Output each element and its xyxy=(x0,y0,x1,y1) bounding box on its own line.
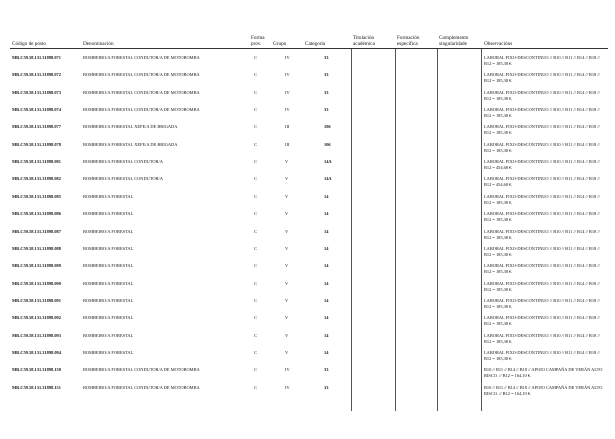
table-row xyxy=(0,142,615,159)
post-grupo: V xyxy=(285,228,289,234)
post-forma: C xyxy=(254,193,257,199)
post-categoria: 14 xyxy=(324,193,329,199)
post-code: MR.C59.58.131.31898.093 xyxy=(12,332,61,338)
post-grupo: IV xyxy=(285,55,290,60)
post-forma: C xyxy=(254,107,257,113)
post-forma: C xyxy=(254,228,257,234)
post-categoria: 14 xyxy=(324,211,329,217)
post-observacions: LABORAL FIXO-DESCONTINUO // B10 // B11 // B14 // B18 // B12 = 185,38 €. xyxy=(484,55,600,66)
post-observacions: B10 // B11 // B14 // B18 // APOIO CAMPAÑA DE VERÁN ALTO RISCO. // B12 = 164,10 €. xyxy=(484,384,603,396)
table-row xyxy=(0,281,615,298)
post-categoria: 14 xyxy=(324,349,329,355)
post-forma: C xyxy=(254,297,257,303)
post-categoria: 33 xyxy=(324,72,329,78)
post-grupo: V xyxy=(285,245,289,251)
post-categoria: 14 xyxy=(324,245,329,251)
post-grupo: IV xyxy=(285,72,290,78)
post-observacions: LABORAL FIXO-DESCONTINUO // B10 // B11 // B14 // B18 // B12 = 185,38 €. xyxy=(484,297,600,309)
post-forma: C xyxy=(254,72,257,78)
post-code: MR.C59.58.131.31898.150 xyxy=(12,367,61,373)
post-code: MR.C59.58.131.31898.094 xyxy=(12,349,61,355)
post-observacions: LABORAL FIXO-DESCONTINUO // B10 // B11 // B14 // B18 // B12 = 185,38 €. xyxy=(484,72,600,84)
post-denomination: BOMBEIRO/A FORESTAL CONDUTOR/A DE MOTOBOMBA xyxy=(83,72,200,78)
post-categoria: 14A xyxy=(324,176,332,182)
post-observacions: LABORAL FIXO-DESCONTINUO // B10 // B11 // B14 // B18 // B12 = 185,38 €. xyxy=(484,280,600,292)
post-observacions: LABORAL FIXO-DESCONTINUO // B10 // B11 // B14 // B18 // B12 = 185,38 €. xyxy=(484,332,600,344)
post-categoria: 14 xyxy=(324,228,329,234)
post-code: MR.C59.58.131.31898.089 xyxy=(12,263,61,269)
post-forma: C xyxy=(254,315,257,321)
header-observacions: Observacións xyxy=(484,41,513,47)
post-denomination: BOMBEIRO/A FORESTAL CONDUTOR/A xyxy=(83,176,163,182)
post-observacions: LABORAL FIXO-DESCONTINUO // B10 // B11 // B14 // B18 // B12 = 185,38 €. xyxy=(484,211,600,223)
post-forma: C xyxy=(254,367,257,373)
post-denomination: BOMBEIRO/A FORESTAL CONDUTOR/A DE MOTOBOMBA xyxy=(83,55,200,60)
post-categoria: 33 xyxy=(324,89,329,95)
post-grupo: V xyxy=(285,332,289,338)
post-forma: C xyxy=(254,332,257,338)
header-categoria: Categoría xyxy=(305,41,326,47)
post-code: MR.C59.58.131.31898.088 xyxy=(12,245,61,251)
post-grupo: IV xyxy=(285,107,290,113)
post-grupo: IV xyxy=(285,367,290,373)
post-forma: C xyxy=(254,263,257,269)
post-observacions: LABORAL FIXO-DESCONTINUO // B10 // B11 // B14 // B18 // B12 = 185,38 €. xyxy=(484,315,600,327)
post-denomination: BOMBEIRO/A FORESTAL CONDUTOR/A DE MOTOBOMBA xyxy=(83,107,200,113)
post-forma: C xyxy=(254,349,257,355)
post-categoria: 14A xyxy=(324,159,332,165)
post-grupo: IV xyxy=(285,89,290,95)
post-denomination: BOMBEIRO/A FORESTAL CONDUTOR/A xyxy=(83,159,163,165)
post-denomination: BOMBEIRO/A FORESTAL CONDUTOR/A DE MOTOBOMBA xyxy=(83,384,200,390)
post-code: MR.C59.58.131.31898.081 xyxy=(12,159,61,165)
post-denomination: BOMBEIRO/A FORESTAL xyxy=(83,263,134,269)
table-row xyxy=(0,194,615,211)
post-grupo: V xyxy=(285,176,289,182)
post-observacions: LABORAL FIXO-DESCONTINUO // B10 // B11 // B14 // B18 // B12 = 185,38 €. xyxy=(484,141,600,153)
post-categoria: 14 xyxy=(324,297,329,303)
table-row xyxy=(0,350,615,367)
post-denomination: BOMBEIRO/A FORESTAL XEFE/A DE BRIGADA xyxy=(83,124,178,130)
header-denominacion: Denominación xyxy=(83,41,114,47)
header-codigo: Código de posto xyxy=(12,41,47,47)
post-denomination: BOMBEIRO/A FORESTAL CONDUTOR/A DE MOTOBOMBA xyxy=(83,89,200,95)
post-code: MR.C59.58.131.31898.090 xyxy=(12,280,61,286)
post-observacions: LABORAL FIXO-DESCONTINUO // B10 // B11 // B14 // B18 // B12 = 185,38 €. xyxy=(484,124,600,136)
post-observacions: LABORAL FIXO-DESCONTINUO // B10 // B11 // B14 // B18 // B12 = 185,38 €. xyxy=(484,89,600,101)
post-denomination: BOMBEIRO/A FORESTAL xyxy=(83,193,134,199)
post-code: MR.C59.58.131.31898.073 xyxy=(12,89,61,95)
post-code: MR.C59.58.131.31898.087 xyxy=(12,228,61,234)
table-row xyxy=(0,246,615,263)
post-categoria: 14 xyxy=(324,332,329,338)
post-grupo: V xyxy=(285,193,289,199)
post-categoria: 14 xyxy=(324,280,329,286)
post-categoria: 106 xyxy=(324,141,331,147)
post-forma: C xyxy=(254,141,257,147)
post-observacions: LABORAL FIXO-DESCONTINUO // B10 // B11 // B14 // B18 // B12 = 454,68 €. xyxy=(484,159,600,171)
post-observacions: LABORAL FIXO-DESCONTINUO // B10 // B11 // B14 // B18 // B12 = 454,68 €. xyxy=(484,176,600,188)
table-row xyxy=(0,385,615,402)
header-titulacion: Titulación académica xyxy=(353,35,375,47)
post-grupo: V xyxy=(285,280,289,286)
post-observacions: LABORAL FIXO-DESCONTINUO // B10 // B11 // B14 // B18 // B12 = 185,38 €. xyxy=(484,349,600,361)
post-code: MR.C59.58.131.31898.072 xyxy=(12,72,61,78)
table-row xyxy=(0,333,615,350)
post-forma: C xyxy=(254,211,257,217)
post-observacions: B10 // B11 // B14 // B18 // APOIO CAMPAÑA DE VERÁN ALTO RISCO. // B12 = 164,10 €. xyxy=(484,367,603,379)
table-row xyxy=(0,229,615,246)
post-forma: C xyxy=(254,89,257,95)
post-observacions: LABORAL FIXO-DESCONTINUO // B10 // B11 // B14 // B18 // B12 = 185,38 €. xyxy=(484,245,600,257)
post-grupo: V xyxy=(285,315,289,321)
table-row xyxy=(0,90,615,107)
header-grupo: Grupo xyxy=(273,41,287,47)
post-categoria: 106 xyxy=(324,124,331,130)
post-categoria: 33 xyxy=(324,384,329,390)
post-denomination: BOMBEIRO/A FORESTAL xyxy=(83,211,134,217)
table-row xyxy=(0,263,615,280)
header-complemento: Complemento singularidade xyxy=(439,35,469,47)
post-grupo: V xyxy=(285,263,289,269)
post-categoria: 33 xyxy=(324,367,329,373)
post-denomination: BOMBEIRO/A FORESTAL xyxy=(83,280,134,286)
table-row xyxy=(0,211,615,228)
table-row xyxy=(0,124,615,141)
post-forma: C xyxy=(254,176,257,182)
post-denomination: BOMBEIRO/A FORESTAL XEFE/A DE BRIGADA xyxy=(83,141,178,147)
post-grupo: V xyxy=(285,159,289,165)
post-categoria: 33 xyxy=(324,55,329,60)
post-denomination: BOMBEIRO/A FORESTAL xyxy=(83,332,134,338)
post-forma: C xyxy=(254,124,257,130)
post-categoria: 33 xyxy=(324,107,329,113)
post-code: MR.C59.58.131.31898.092 xyxy=(12,315,61,321)
table-row xyxy=(0,72,615,89)
post-observacions: LABORAL FIXO-DESCONTINUO // B10 // B11 // B14 // B18 // B12 = 185,38 €. xyxy=(484,228,600,240)
post-observacions: LABORAL FIXO-DESCONTINUO // B10 // B11 // B14 // B18 // B12 = 185,38 €. xyxy=(484,263,600,275)
table-row xyxy=(0,55,615,72)
table-row xyxy=(0,176,615,193)
table-header xyxy=(0,0,615,48)
table-row xyxy=(0,298,615,315)
post-categoria: 14 xyxy=(324,263,329,269)
header-forma: Forma prov. xyxy=(251,35,265,47)
post-observacions: LABORAL FIXO-DESCONTINUO // B10 // B11 // B14 // B18 // B12 = 185,38 €. xyxy=(484,107,600,119)
table-row xyxy=(0,315,615,332)
post-forma: C xyxy=(254,245,257,251)
post-code: MR.C59.58.131.31898.071 xyxy=(12,55,61,60)
post-denomination: BOMBEIRO/A FORESTAL xyxy=(83,245,134,251)
post-code: MR.C59.58.131.31898.151 xyxy=(12,384,61,390)
post-code: MR.C59.58.131.31898.091 xyxy=(12,297,61,303)
post-forma: C xyxy=(254,159,257,165)
post-denomination: BOMBEIRO/A FORESTAL xyxy=(83,297,134,303)
post-code: MR.C59.58.131.31898.074 xyxy=(12,107,61,113)
post-grupo: V xyxy=(285,297,289,303)
post-categoria: 14 xyxy=(324,315,329,321)
post-code: MR.C59.58.131.31898.078 xyxy=(12,141,61,147)
post-forma: C xyxy=(254,384,257,390)
post-grupo: III xyxy=(285,124,290,130)
post-code: MR.C59.58.131.31898.077 xyxy=(12,124,61,130)
post-observacions: LABORAL FIXO-DESCONTINUO // B10 // B11 // B14 // B18 // B12 = 185,38 €. xyxy=(484,193,600,205)
post-grupo: V xyxy=(285,349,289,355)
post-denomination: BOMBEIRO/A FORESTAL xyxy=(83,349,134,355)
post-denomination: BOMBEIRO/A FORESTAL xyxy=(83,315,134,321)
post-forma: C xyxy=(254,55,257,60)
table-row xyxy=(0,107,615,124)
post-grupo: III xyxy=(285,141,290,147)
header-formacion: Formación específica xyxy=(397,35,420,47)
post-code: MR.C59.58.131.31898.086 xyxy=(12,211,61,217)
post-code: MR.C59.58.131.31898.085 xyxy=(12,193,61,199)
post-grupo: IV xyxy=(285,384,290,390)
table-row xyxy=(0,159,615,176)
post-forma: C xyxy=(254,280,257,286)
post-grupo: V xyxy=(285,211,289,217)
header-rule xyxy=(10,48,608,49)
post-code: MR.C59.58.131.31898.082 xyxy=(12,176,61,182)
post-denomination: BOMBEIRO/A FORESTAL CONDUTOR/A DE MOTOBOMBA xyxy=(83,367,200,373)
post-denomination: BOMBEIRO/A FORESTAL xyxy=(83,228,134,234)
table-row xyxy=(0,367,615,384)
